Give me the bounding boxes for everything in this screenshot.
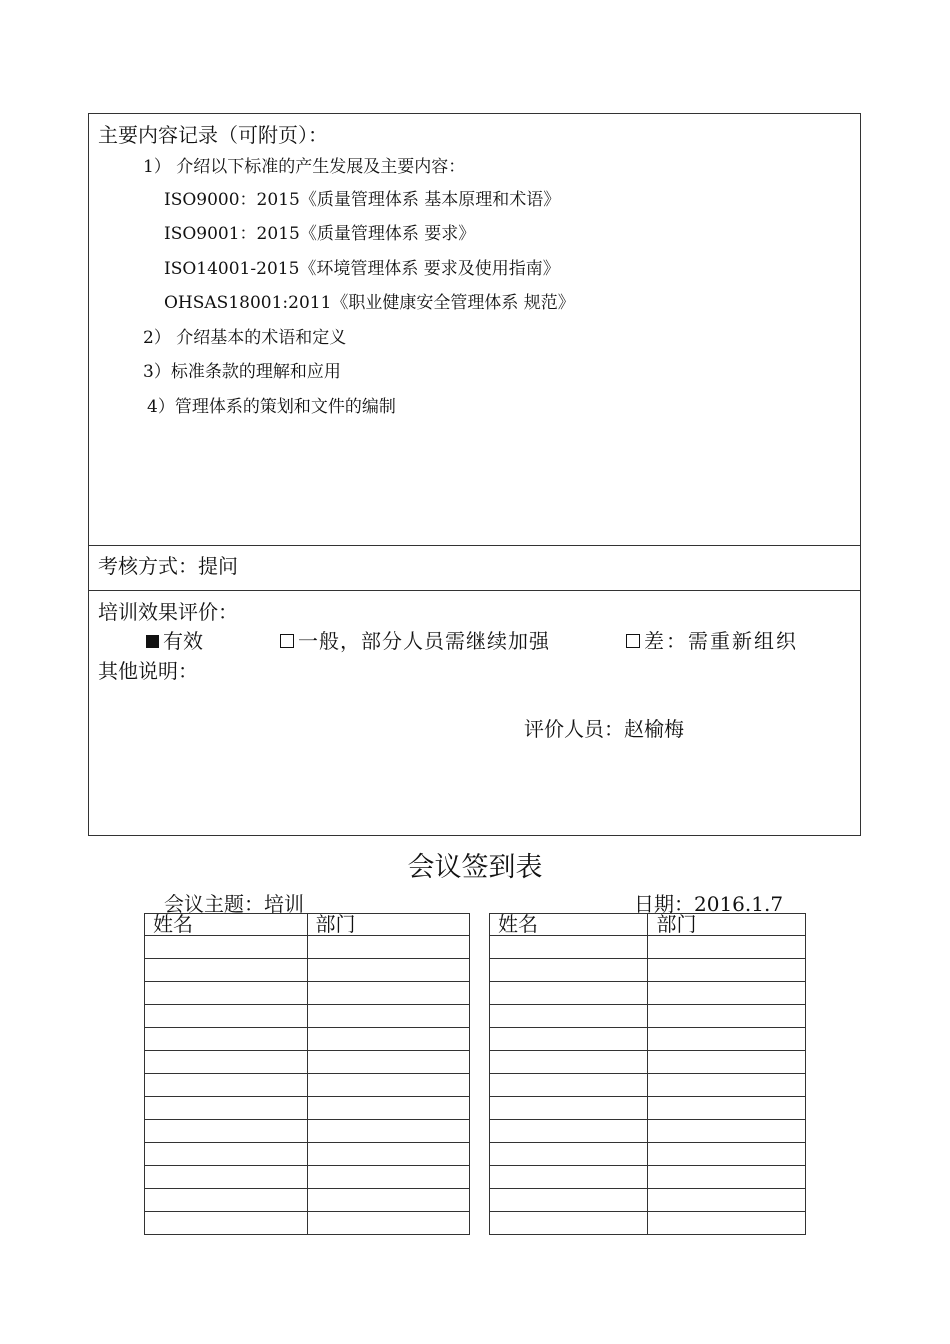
- name-cell[interactable]: [145, 1120, 308, 1143]
- table-row: [490, 936, 806, 959]
- table-row: [145, 1212, 470, 1235]
- divider: [89, 545, 860, 546]
- name-cell[interactable]: [490, 936, 648, 959]
- department-cell[interactable]: [307, 1074, 470, 1097]
- content-line-3: ISO9001：2015《质量管理体系 要求》: [164, 224, 476, 244]
- table-row: [490, 1212, 806, 1235]
- name-cell[interactable]: [490, 1189, 648, 1212]
- content-line-5: OHSAS18001:2011《职业健康安全管理体系 规范》: [164, 293, 575, 313]
- department-cell[interactable]: [648, 1097, 806, 1120]
- name-cell[interactable]: [145, 936, 308, 959]
- name-cell[interactable]: [145, 1189, 308, 1212]
- department-cell[interactable]: [648, 1120, 806, 1143]
- name-cell[interactable]: [145, 1212, 308, 1235]
- table-row: [145, 1074, 470, 1097]
- name-cell[interactable]: [490, 1074, 648, 1097]
- table-row: [490, 959, 806, 982]
- unchecked-checkbox-icon[interactable]: [626, 634, 640, 648]
- name-cell[interactable]: [145, 1005, 308, 1028]
- name-cell[interactable]: [490, 1097, 648, 1120]
- content-line-2: ISO9000：2015《质量管理体系 基本原理和术语》: [164, 190, 561, 210]
- column-header-department: 部门: [648, 914, 806, 936]
- option-label: 一般，部分人员需继续加强: [298, 629, 550, 653]
- option-label: 有效: [163, 629, 203, 653]
- department-cell[interactable]: [307, 1143, 470, 1166]
- department-cell[interactable]: [648, 982, 806, 1005]
- table-header-row: [145, 914, 470, 936]
- department-cell[interactable]: [307, 1166, 470, 1189]
- department-cell[interactable]: [648, 1189, 806, 1212]
- name-cell[interactable]: [145, 1074, 308, 1097]
- checked-checkbox-icon[interactable]: [146, 635, 159, 648]
- table-row: [145, 1028, 470, 1051]
- department-cell[interactable]: [648, 936, 806, 959]
- table-row: [490, 982, 806, 1005]
- table-row: [145, 1097, 470, 1120]
- name-cell[interactable]: [145, 1051, 308, 1074]
- content-line-1: 1） 介绍以下标准的产生发展及主要内容：: [143, 157, 466, 177]
- table-row: [490, 1143, 806, 1166]
- column-header-name: 姓名: [490, 914, 648, 936]
- name-cell[interactable]: [490, 1212, 648, 1235]
- content-line-4: ISO14001-2015《环境管理体系 要求及使用指南》: [164, 259, 560, 279]
- table-row: [145, 1005, 470, 1028]
- column-header-department: 部门: [307, 914, 470, 936]
- table-row: [490, 1189, 806, 1212]
- content-line-8: 4）管理体系的策划和文件的编制: [147, 397, 396, 417]
- option-average[interactable]: [280, 625, 550, 654]
- table-row: [490, 1074, 806, 1097]
- table-row: [145, 959, 470, 982]
- department-cell[interactable]: [648, 1028, 806, 1051]
- department-cell[interactable]: [307, 1212, 470, 1235]
- name-cell[interactable]: [490, 1120, 648, 1143]
- option-effective[interactable]: [146, 625, 203, 654]
- table-row: [490, 1051, 806, 1074]
- evaluator: 评价人员：赵榆梅: [524, 717, 684, 741]
- content-line-7: 3）标准条款的理解和应用: [143, 362, 341, 382]
- department-cell[interactable]: [307, 1189, 470, 1212]
- table-row: [145, 982, 470, 1005]
- sign-in-table-left: [144, 913, 470, 1235]
- unchecked-checkbox-icon[interactable]: [280, 634, 294, 648]
- name-cell[interactable]: [145, 982, 308, 1005]
- table-row: [145, 936, 470, 959]
- table-row: [490, 1028, 806, 1051]
- name-cell[interactable]: [490, 1166, 648, 1189]
- meeting-date: 日期：2016.1.7: [634, 892, 784, 916]
- divider: [89, 590, 860, 591]
- option-label: 差：需重新组织: [644, 629, 798, 653]
- name-cell[interactable]: [145, 1166, 308, 1189]
- sign-in-table-right: [489, 913, 806, 1235]
- department-cell[interactable]: [307, 982, 470, 1005]
- name-cell[interactable]: [490, 1051, 648, 1074]
- table-row: [490, 1120, 806, 1143]
- department-cell[interactable]: [307, 1005, 470, 1028]
- department-cell[interactable]: [648, 1212, 806, 1235]
- name-cell[interactable]: [490, 1028, 648, 1051]
- name-cell[interactable]: [145, 959, 308, 982]
- name-cell[interactable]: [145, 1143, 308, 1166]
- option-poor[interactable]: [626, 625, 798, 654]
- department-cell[interactable]: [307, 959, 470, 982]
- department-cell[interactable]: [307, 1097, 470, 1120]
- name-cell[interactable]: [490, 982, 648, 1005]
- assessment-method: 考核方式：提问: [98, 554, 238, 578]
- column-header-name: 姓名: [145, 914, 308, 936]
- department-cell[interactable]: [648, 1143, 806, 1166]
- table-row: [145, 1120, 470, 1143]
- name-cell[interactable]: [490, 959, 648, 982]
- department-cell[interactable]: [307, 1120, 470, 1143]
- other-notes-label: 其他说明：: [98, 659, 198, 683]
- table-row: [145, 1166, 470, 1189]
- table-row: [145, 1051, 470, 1074]
- name-cell[interactable]: [145, 1028, 308, 1051]
- department-cell[interactable]: [648, 1051, 806, 1074]
- name-cell[interactable]: [490, 1005, 648, 1028]
- name-cell[interactable]: [490, 1143, 648, 1166]
- table-row: [490, 1166, 806, 1189]
- department-cell[interactable]: [307, 1028, 470, 1051]
- department-cell[interactable]: [648, 959, 806, 982]
- department-cell[interactable]: [648, 1005, 806, 1028]
- table-row: [145, 1189, 470, 1212]
- department-cell[interactable]: [307, 936, 470, 959]
- evaluation-heading: 培训效果评价：: [98, 600, 238, 624]
- department-cell[interactable]: [648, 1166, 806, 1189]
- table-row: [490, 1005, 806, 1028]
- table-header-row: [490, 914, 806, 936]
- meeting-topic: 会议主题：培训: [164, 892, 304, 916]
- sign-in-sheet-title: 会议签到表: [407, 852, 543, 883]
- name-cell[interactable]: [145, 1097, 308, 1120]
- content-heading: 主要内容记录（可附页）：: [98, 123, 328, 147]
- department-cell[interactable]: [648, 1074, 806, 1097]
- table-row: [490, 1097, 806, 1120]
- table-row: [145, 1143, 470, 1166]
- department-cell[interactable]: [307, 1051, 470, 1074]
- content-line-6: 2） 介绍基本的术语和定义: [143, 328, 347, 348]
